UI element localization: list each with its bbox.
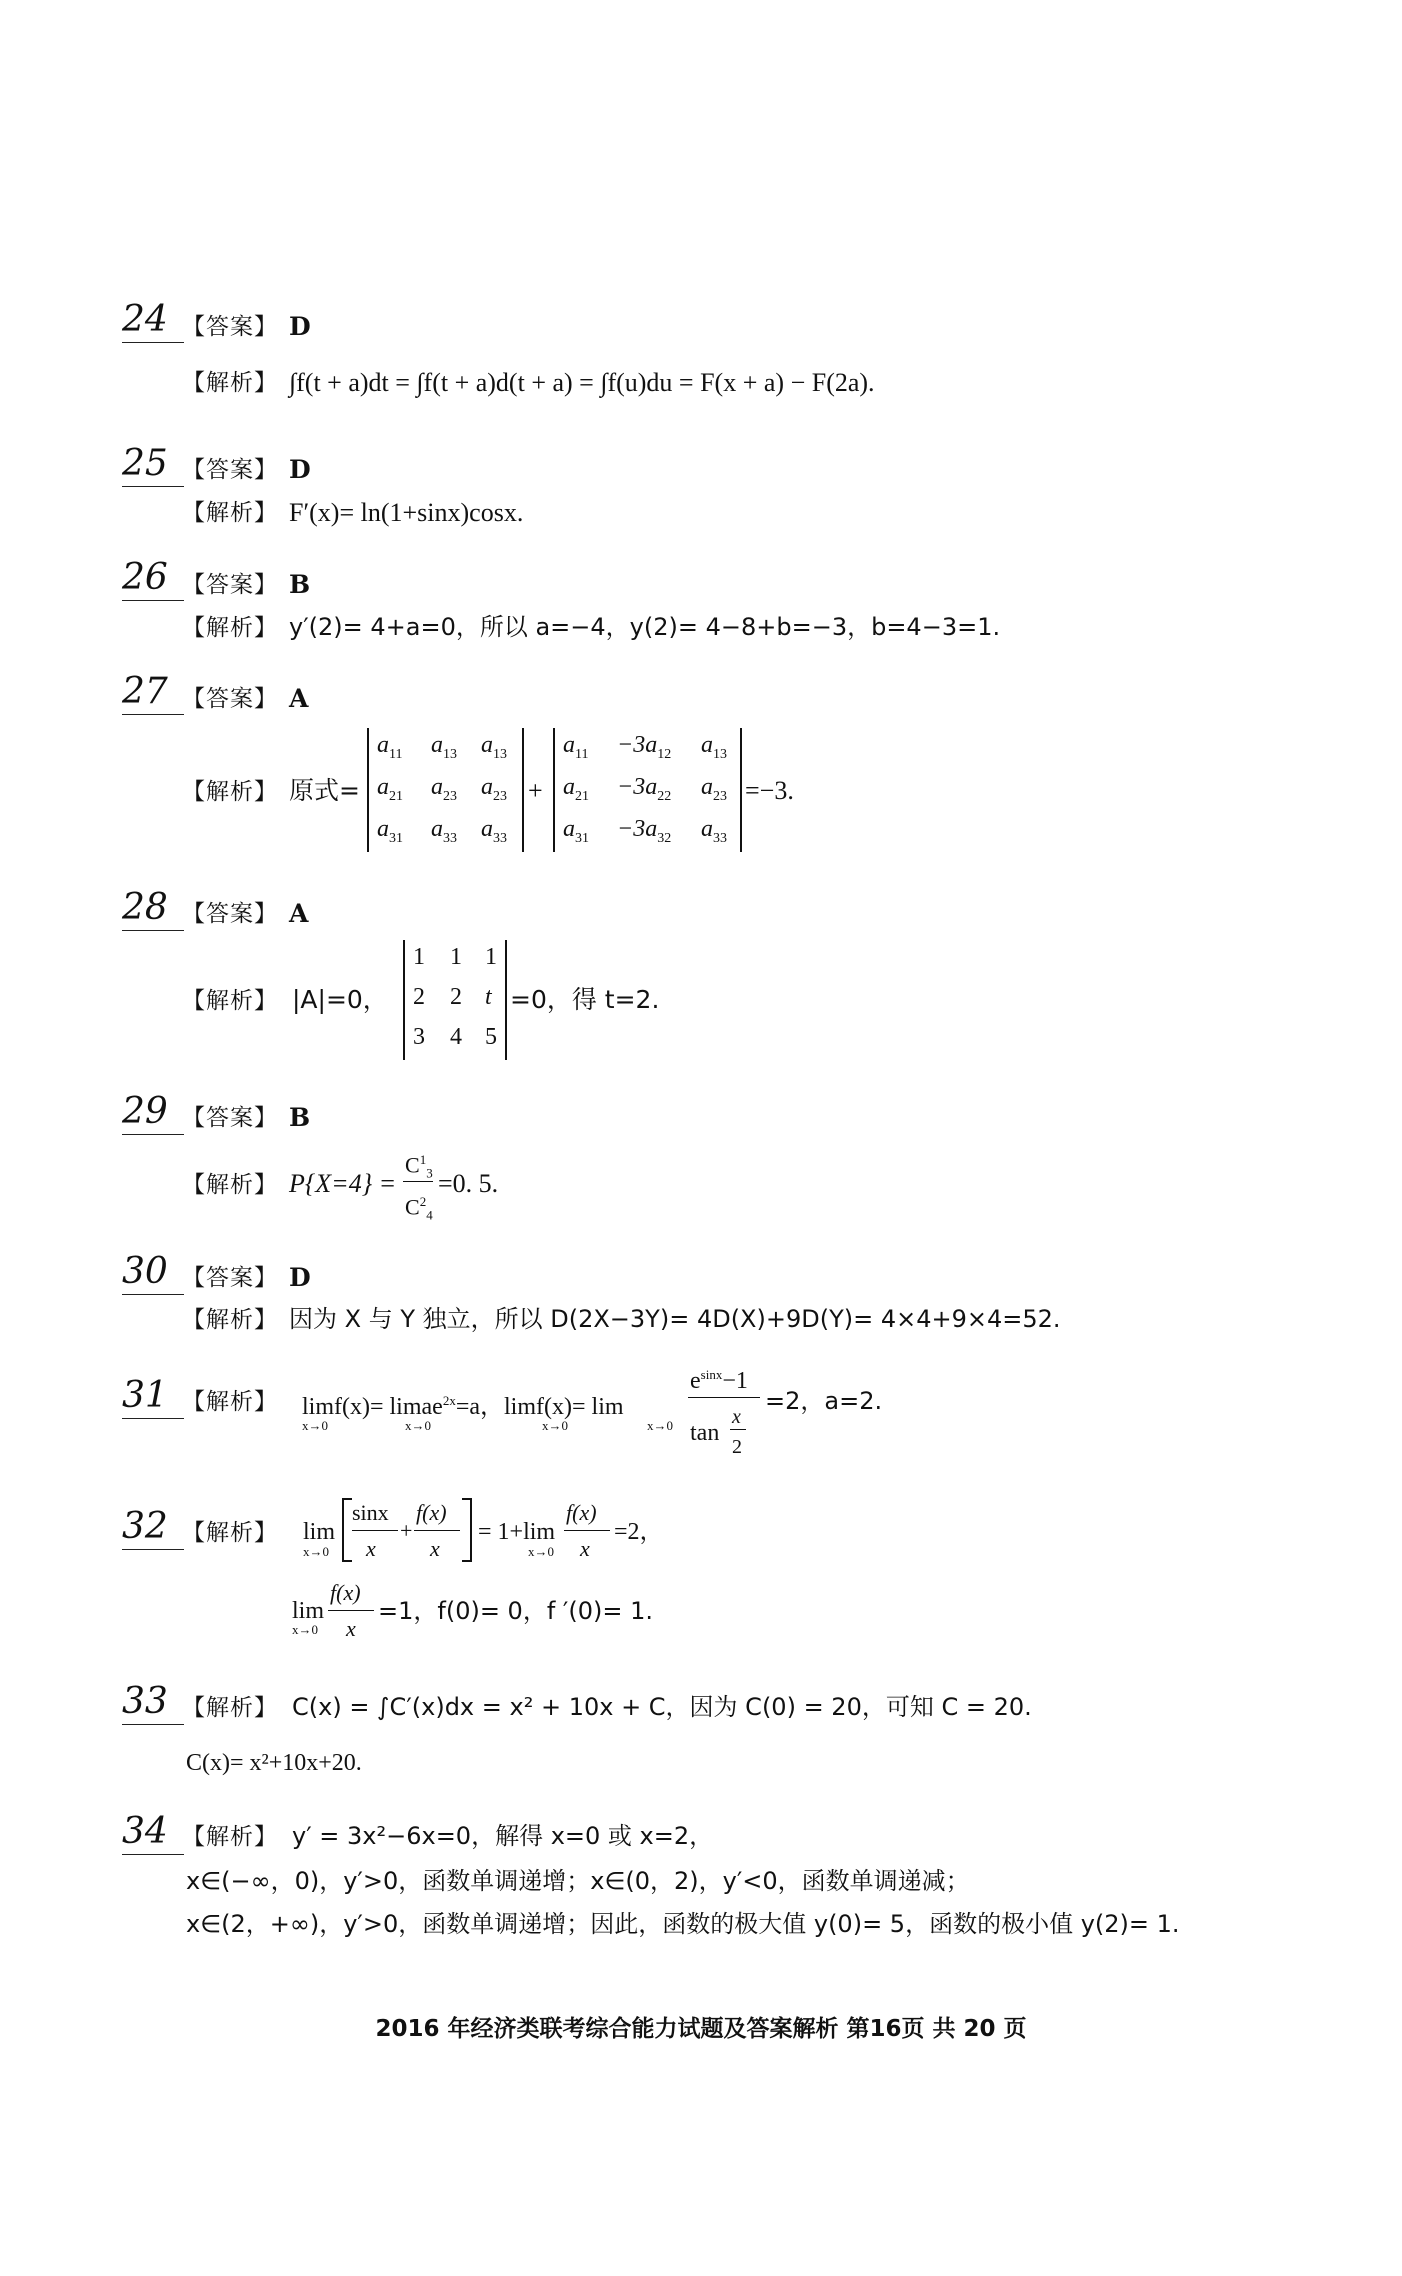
limit-subscript: x→0: [647, 1418, 673, 1433]
analysis-tag: 【解析】: [182, 1695, 278, 1721]
limit-expression-1: [302, 1384, 624, 1424]
frac1-num: sinx: [352, 1500, 389, 1525]
frac2-den: x: [430, 1536, 440, 1561]
det-cell: t: [485, 984, 492, 1010]
page-footer: 2016 年经济类联考综合能力试题及答案解析 第16页 共 20 页: [375, 2016, 1027, 2042]
limit-right: =a，limf(x)= lim: [455, 1394, 624, 1420]
answer-tag: 【答案】: [182, 1105, 278, 1131]
question-number: 25: [122, 444, 184, 487]
analysis-tag: 【解析】: [182, 1172, 278, 1198]
denominator-letter: C: [405, 1194, 420, 1220]
det-cell: 3: [413, 1024, 425, 1050]
analysis-tag: 【解析】: [182, 1520, 278, 1546]
numerator-letter: C: [405, 1152, 420, 1178]
limit-subscript: x→0: [405, 1418, 431, 1433]
analysis-text: y′(2)= 4+a=0，所以 a=−4，y(2)= 4−8+b=−3，b=4−3=1.: [289, 613, 1001, 641]
line2-suffix: =1，f(0)= 0，f ′(0)= 1.: [378, 1597, 653, 1625]
middle-text: = 1+lim: [478, 1519, 556, 1545]
limit-left: limf(x)= limae: [302, 1394, 443, 1420]
analysis-tag: 【解析】: [182, 370, 278, 396]
limit-subscript: x→0: [292, 1622, 318, 1637]
limit-subscript: x→0: [542, 1418, 568, 1433]
euler-e: e: [690, 1368, 701, 1394]
plus-sign: +: [528, 776, 543, 805]
left-bracket: [342, 1498, 352, 1562]
analysis-tag: 【解析】: [182, 1307, 278, 1333]
det-cell: 2: [413, 984, 425, 1010]
lim-label: lim: [292, 1598, 325, 1624]
det2-cell: $a_{31}$: [563, 816, 589, 846]
answer-tag: 【答案】: [182, 686, 278, 712]
frac2-num: f(x): [416, 1500, 447, 1525]
tan-label: tan: [690, 1420, 720, 1446]
answer-tag: 【答案】: [182, 314, 278, 340]
expression-prefix: 原式=: [289, 776, 360, 805]
fraction-bar: [564, 1530, 610, 1531]
numerator-rest: −1: [722, 1368, 748, 1394]
question-number: 31: [122, 1376, 184, 1419]
det2-cell: $-3a_{22}$: [617, 774, 672, 804]
plus-sign: +: [400, 1518, 413, 1543]
analysis-text: ∫f(t + a)dt = ∫f(t + a)d(t + a) = ∫f(u)du = F(x + a) − F(2a).: [289, 368, 875, 397]
fraction-numerator: [690, 1358, 748, 1398]
fraction-bar: [414, 1530, 460, 1531]
answer-value: D: [289, 312, 311, 341]
fraction-bar: [688, 1397, 760, 1398]
analysis-tag: 【解析】: [182, 988, 278, 1014]
fraction-bar: [328, 1610, 374, 1611]
determinant-2: [553, 728, 742, 852]
det2-cell: $a_{33}$: [701, 816, 727, 846]
numerator-sup: 1: [419, 1152, 427, 1167]
analysis-text: 因为 X 与 Y 独立，所以 D(2X−3Y)= 4D(X)+9D(Y)= 4×4+9×4=52.: [289, 1305, 1061, 1333]
question-number: 28: [122, 888, 184, 931]
det-cell: 5: [485, 1024, 497, 1050]
det2-cell: $a_{23}$: [701, 774, 727, 804]
answer-tag: 【答案】: [182, 572, 278, 598]
answer-value: A: [289, 899, 309, 928]
det1-cell: $a_{33}$: [481, 816, 507, 846]
frac3-den: x: [580, 1536, 590, 1561]
det2-cell: $-3a_{32}$: [617, 816, 672, 846]
det1-cell: $a_{13}$: [481, 732, 507, 762]
question-number: 32: [122, 1507, 184, 1550]
det-cell: 1: [485, 944, 497, 970]
fraction-bar: [352, 1530, 398, 1531]
det2-cell: $a_{13}$: [701, 732, 727, 762]
question-number: 34: [122, 1812, 184, 1855]
answer-tag: 【答案】: [182, 901, 278, 927]
answer-value: D: [289, 1263, 311, 1292]
expression-suffix: =2，: [614, 1519, 664, 1545]
expression-suffix: =0. 5.: [438, 1169, 499, 1198]
det2-cell: $a_{21}$: [563, 774, 589, 804]
exponent: sinx: [700, 1367, 723, 1382]
question-number: 30: [122, 1252, 184, 1295]
det1-cell: $a_{23}$: [481, 774, 507, 804]
analysis-text: F′(x)= ln(1+sinx)cosx.: [289, 498, 524, 527]
limit-subscript: x→0: [528, 1544, 554, 1559]
frac1-den: x: [366, 1536, 376, 1561]
analysis-tag: 【解析】: [182, 615, 278, 641]
denominator-sup: 2: [419, 1194, 427, 1209]
expression-prefix: |A|=0，: [292, 985, 388, 1014]
analysis-text: C(x) = ∫C′(x)dx = x² + 10x + C，因为 C(0) = 20，可知 C = 20.: [292, 1693, 1032, 1721]
det1-cell: $a_{13}$: [431, 732, 457, 762]
answer-value: D: [289, 455, 311, 484]
det2-cell: $-3a_{12}$: [617, 732, 672, 762]
answer-value: B: [289, 570, 311, 599]
right-bracket: [462, 1498, 472, 1562]
analysis-tag: 【解析】: [182, 1389, 278, 1415]
lim-label: lim: [303, 1519, 336, 1545]
numerator-sub: 3: [426, 1165, 433, 1181]
frac4-num: f(x): [330, 1580, 361, 1605]
question-number: 27: [122, 672, 184, 715]
fraction-numerator: [405, 1143, 433, 1191]
analysis-text: y′ = 3x²−6x=0，解得 x=0 或 x=2，: [292, 1822, 714, 1850]
determinant: [403, 940, 507, 1060]
det1-cell: $a_{23}$: [431, 774, 457, 804]
analysis-tag: 【解析】: [182, 500, 278, 526]
analysis-tag: 【解析】: [182, 779, 278, 805]
det-cell: 2: [450, 984, 462, 1010]
frac3-num: f(x): [566, 1500, 597, 1525]
answer-tag: 【答案】: [182, 457, 278, 483]
inner-numerator: x: [732, 1406, 741, 1428]
expression-suffix: =0，得 t=2.: [510, 985, 660, 1014]
expression-suffix: =−3.: [745, 776, 794, 805]
det1-cell: $a_{11}$: [377, 732, 403, 762]
analysis-tag: 【解析】: [182, 1824, 278, 1850]
analysis-line2: C(x)= x²+10x+20.: [186, 1750, 362, 1776]
answer-value: A: [289, 684, 309, 713]
analysis-line2: x∈(−∞，0)，y′>0，函数单调递增；x∈(0，2)，y′<0，函数单调递减；: [186, 1867, 970, 1895]
question-number: 29: [122, 1092, 184, 1135]
answer-tag: 【答案】: [182, 1265, 278, 1291]
fraction-bar: [403, 1181, 433, 1182]
frac4-den: x: [346, 1616, 356, 1641]
question-number: 33: [122, 1682, 184, 1725]
denominator-sub: 4: [426, 1207, 433, 1223]
det1-cell: $a_{33}$: [431, 816, 457, 846]
det2-cell: $a_{11}$: [563, 732, 589, 762]
inner-denominator: 2: [732, 1436, 742, 1458]
determinant-1: [367, 728, 524, 852]
det-cell: 1: [413, 944, 425, 970]
det-cell: 4: [450, 1024, 462, 1050]
fraction-denominator: [405, 1185, 433, 1233]
det1-cell: $a_{21}$: [377, 774, 403, 804]
limit-subscript: x→0: [302, 1418, 328, 1433]
exponent: 2x: [442, 1393, 456, 1408]
question-number: 26: [122, 558, 184, 601]
analysis-line3: x∈(2，+∞)，y′>0，函数单调递增；因此，函数的极大值 y(0)= 5，函数的极小值 y(2)= 1.: [186, 1910, 1180, 1938]
question-number: 24: [122, 300, 184, 343]
expression-prefix: P{X=4} =: [289, 1169, 397, 1198]
det-cell: 1: [450, 944, 462, 970]
answer-value: B: [289, 1103, 311, 1132]
expression-suffix: =2，a=2.: [765, 1387, 883, 1415]
det1-cell: $a_{31}$: [377, 816, 403, 846]
limit-subscript: x→0: [303, 1544, 329, 1559]
